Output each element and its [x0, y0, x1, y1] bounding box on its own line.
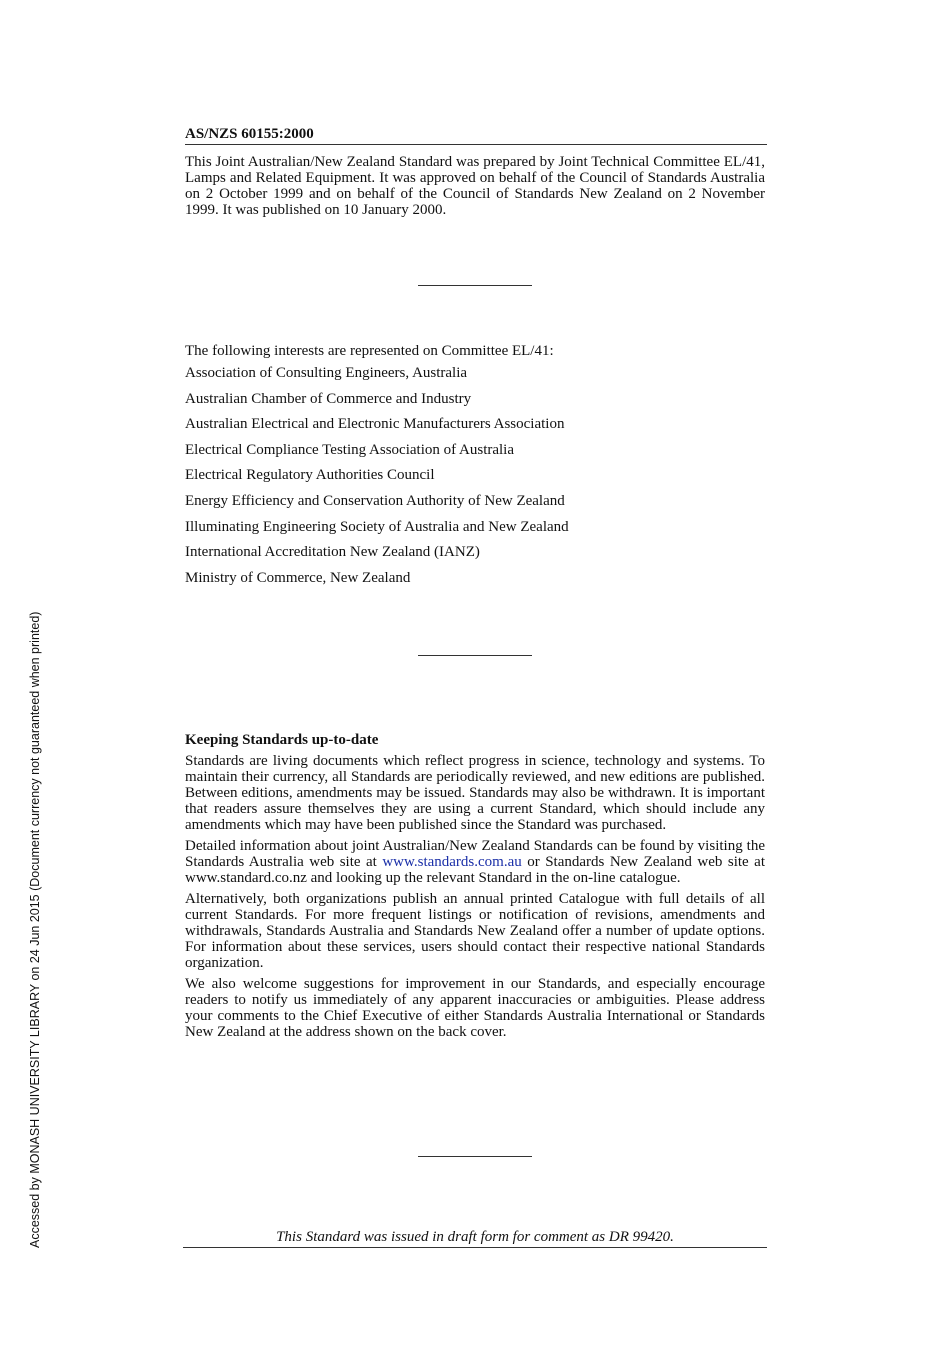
draft-note: This Standard was issued in draft form for comment as DR 99420. — [183, 1228, 767, 1248]
paragraph-text: Detailed information about joint Australian/New Zealand Standards can be found by visiting the Standards Australia web site at — [185, 838, 765, 870]
paragraph: We also welcome suggestions for improvement in our Standards, and especially encourage readers to notify us immediately of any apparent inaccuracies or ambiguities. Please address your comments to the Chief Executive of either Standards Australia International or Standards New Zealand at the address shown on the back cover. — [185, 976, 765, 1040]
list-item: Association of Consulting Engineers, Australia — [185, 365, 468, 381]
paragraph-text: or Standards New Zealand web site at www.standard.co.nz and looking up the relevant Standard in the on-line catalogue. — [185, 854, 765, 886]
section-divider — [418, 1156, 532, 1157]
list-item: Ministry of Commerce, New Zealand — [185, 569, 411, 586]
paragraph: Alternatively, both organizations publish an annual printed Catalogue with full details of all current Standards. For more frequent listings or notification of revisions, amendments and withdrawals, Standards Australia and Standards New Zealand offer a number of update options. For information about these services, users should contact their respective national Standards organization. — [185, 891, 765, 971]
committee-interests-section — [185, 341, 765, 591]
keeping-up-to-date-section — [185, 732, 765, 1045]
list-item: Electrical Compliance Testing Association of Australia — [185, 441, 515, 458]
committee-interests-heading: The following interests are represented on Committee EL/41: — [185, 343, 554, 359]
list-item: Electrical Regulatory Authorities Council — [185, 467, 435, 484]
paragraph: Standards are living documents which reflect progress in science, technology and systems. To maintain their currency, all Standards are periodically reviewed, and new editions are published. Between editions, amendments may be issued. Standards may also be withdrawn. It is important that readers assure themselves they are using a current Standard, which should include any amendments which may have been published since the Standard was purchased. — [185, 753, 765, 833]
approval-statement: This Joint Australian/New Zealand Standard was prepared by Joint Technical Committee EL/41, Lamps and Related Equipment. It was approved on behalf of the Council of Standards Australia on 2 October 1999 and on behalf of the Council of Standards New Zealand on 2 November 1999. It was published on 10 January 2000. — [185, 154, 765, 218]
section-divider — [418, 285, 532, 286]
list-item: Australian Chamber of Commerce and Industry — [185, 390, 472, 407]
standards-website-link[interactable]: www.standards.com.au — [382, 854, 522, 870]
list-item: International Accreditation New Zealand (IANZ) — [185, 544, 480, 561]
list-item: Illuminating Engineering Society of Australia and New Zealand — [185, 518, 569, 535]
list-item: Energy Efficiency and Conservation Authority of New Zealand — [185, 492, 565, 509]
section-heading: Keeping Standards up-to-date — [185, 732, 379, 748]
access-margin-note: Accessed by MONASH UNIVERSITY LIBRARY on 24 Jun 2015 (Document currency not guaranteed when printed) — [28, 611, 42, 1248]
standard-identifier: AS/NZS 60155:2000 — [185, 125, 767, 145]
paragraph — [185, 838, 765, 886]
section-divider — [418, 655, 532, 656]
organization-list — [185, 361, 765, 591]
list-item: Australian Electrical and Electronic Manufacturers Association — [185, 416, 565, 433]
